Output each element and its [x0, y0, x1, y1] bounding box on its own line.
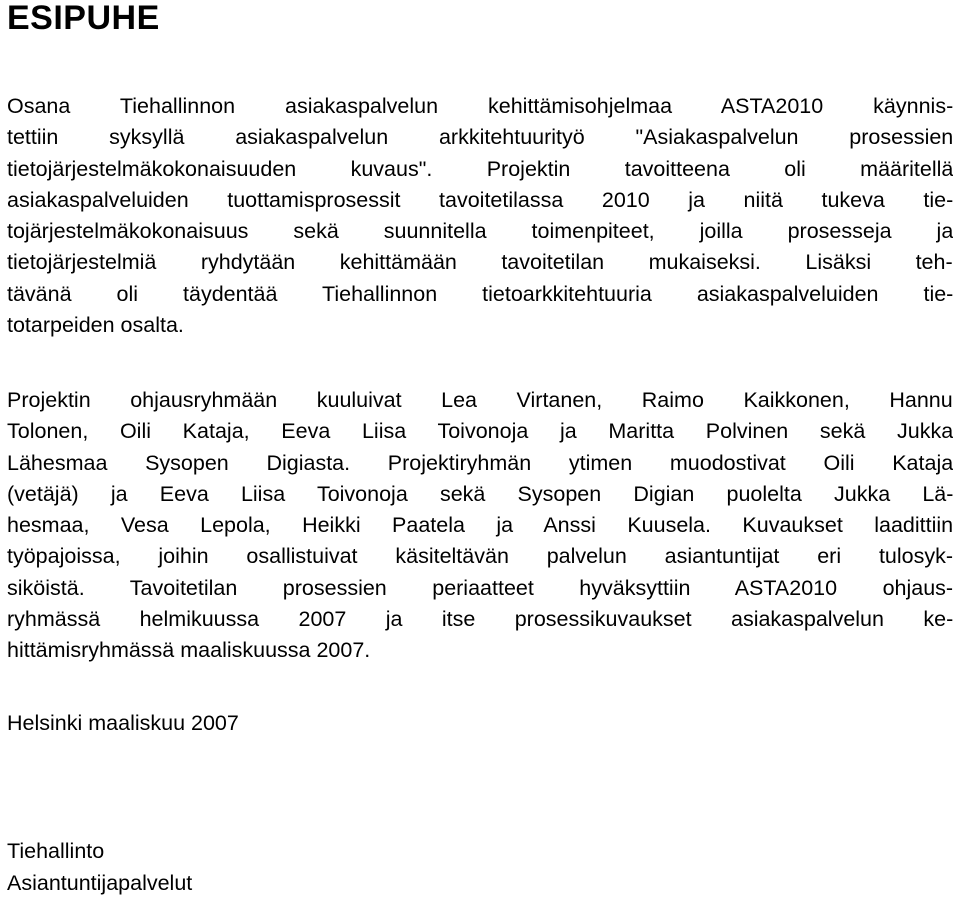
paragraph-line: Projektin ohjausryhmään kuuluivat Lea Virtanen, Raimo Kaikkonen, Hannu: [7, 388, 953, 412]
paragraph-line: ryhmässä helmikuussa 2007 ja itse prosessikuvaukset asiakaspalvelun ke-: [7, 607, 953, 632]
paragraph-line: tietojärjestelmäkokonaisuuden kuvaus". Projektin tavoitteena oli määritellä: [7, 156, 953, 181]
paragraph-line: tettiin syksyllä asiakaspalvelun arkkitehtuurityö "Asiakaspalvelun prosessien: [7, 125, 953, 150]
paragraph-line: työpajoissa, joihin osallistuivat käsiteltävän palvelun asiantuntijat eri tulosyk-: [7, 544, 953, 569]
paragraph-line: Lähesmaa Sysopen Digiasta. Projektiryhmän ytimen muodostivat Oili Kataja: [7, 450, 953, 475]
paragraph-project-background: [7, 91, 953, 341]
paragraph-line: Osana Tiehallinnon asiakaspalvelun kehittämisohjelmaa ASTA2010 käynnis-: [7, 94, 953, 118]
place-date-line: Helsinki maaliskuu 2007: [7, 711, 239, 735]
paragraph-line: tietojärjestelmiä ryhdytään kehittämään tavoitetilan mukaiseksi. Lisäksi teh-: [7, 250, 953, 275]
paragraph-line: totarpeiden osalta.: [7, 313, 184, 338]
paragraph-line: (vetäjä) ja Eeva Liisa Toivonoja sekä Sysopen Digian puolelta Jukka Lä-: [7, 481, 953, 506]
paragraph-line: tojärjestelmäkokonaisuus sekä suunnitella toimenpiteet, joilla prosesseja ja: [7, 219, 953, 244]
signature-block: [7, 835, 192, 899]
paragraph-line: hittämisryhmässä maaliskuussa 2007.: [7, 638, 371, 663]
paragraph-project-team: [7, 385, 953, 667]
department-name: Asiantuntijapalvelut: [7, 871, 193, 895]
paragraph-line: tävänä oli täydentää Tiehallinnon tietoarkkitehtuuria asiakaspalveluiden tie-: [7, 281, 953, 306]
paragraph-line: siköistä. Tavoitetilan prosessien periaatteet hyväksyttiin ASTA2010 ohjaus-: [7, 575, 953, 600]
paragraph-line: asiakaspalveluiden tuottamisprosessit tavoitetilassa 2010 ja niitä tukeva tie-: [7, 187, 953, 212]
organization-name: Tiehallinto: [7, 839, 105, 863]
page-title: ESIPUHE: [7, 0, 160, 37]
paragraph-line: Tolonen, Oili Kataja, Eeva Liisa Toivonoja ja Maritta Polvinen sekä Jukka: [7, 419, 953, 444]
paragraph-line: hesmaa, Vesa Lepola, Heikki Paatela ja Anssi Kuusela. Kuvaukset laadittiin: [7, 513, 953, 538]
